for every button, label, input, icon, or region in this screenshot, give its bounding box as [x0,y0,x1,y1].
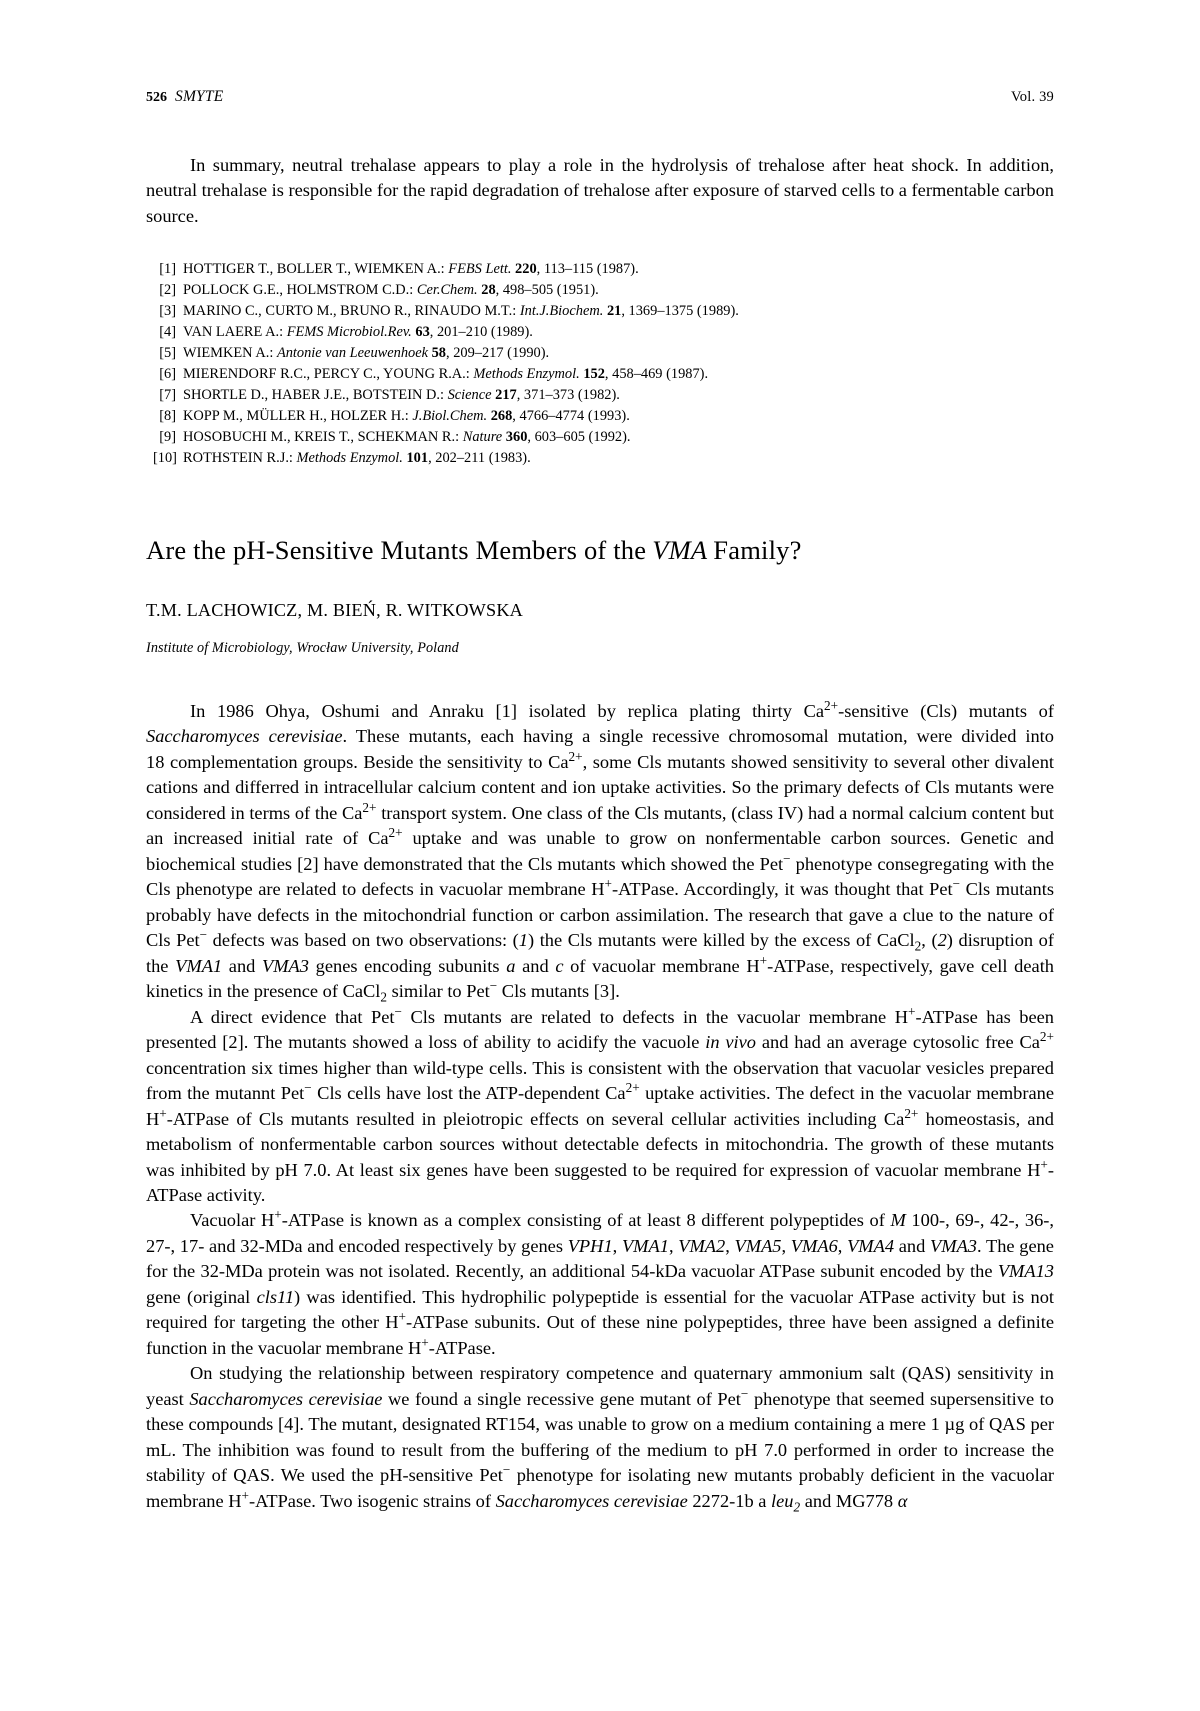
reference-rest: , 498–505 (1951). [495,282,599,299]
reference-source: FEMS Microbiol.Rev. [286,324,412,341]
reference-number: [5] [159,345,176,362]
reference-volume: 152 [583,366,605,383]
reference-text [183,301,1054,322]
reference-item [153,280,1054,301]
running-head-left [146,88,223,106]
reference-item [153,301,1054,322]
reference-authors: MIERENDORF R.C., PERCY C., YOUNG R.A.: [183,366,470,383]
reference-number: [7] [159,387,176,404]
reference-number: [3] [159,303,176,320]
reference-authors: ROTHSTEIN R.J.: [183,450,293,467]
article-paragraph: Vacuolar H+-ATPase is known as a complex consisting of at least 8 different polypeptides of M 100-, 69-, 42-, 36-, 27-, 17- and 32-MDa and encoded respectively by genes VPH1, VMA1, VMA2, VMA5, VMA6, VMA4 and VMA3. The gene for the 32-MDa protein was not isolated. Recently, an additional 54-kDa vacuolar ATPase subunit encoded by the VMA13 gene (original cls11) was identified. This hydrophilic polypeptide is essential for the vacuolar ATPase activity but is not required for targeting the other H+-ATPase subunits. Out of these nine polypeptides, three have been assigned a definite function in the vacuolar membrane H+-ATPase. [146,1207,1054,1358]
summary-paragraph: In summary, neutral trehalase appears to play a role in the hydrolysis of trehalose after heat shock. In addition, neutral trehalase is responsible for the rapid degradation of trehalose after exposure of starved cells to a fermentable carbon source. [146,155,1054,226]
reference-volume: 268 [490,408,513,425]
reference-text [183,259,1054,280]
reference-item [153,385,1054,406]
reference-rest: , 603–605 (1992). [527,429,631,446]
reference-source: Antonie van Leeuwenhoek [276,345,428,362]
article-title-part2: Family? [713,534,802,565]
reference-rest: , 201–210 (1989). [429,324,533,341]
reference-number: [6] [159,366,176,383]
reference-number: [1] [159,261,176,278]
reference-item [153,322,1054,343]
previous-article-summary [146,153,1054,229]
reference-rest: , 458–469 (1987). [604,366,709,383]
reference-rest: , 4766–4774 (1993). [512,408,630,425]
reference-text [183,427,1054,448]
reference-volume: 58 [431,345,446,362]
reference-volume: 28 [481,282,496,299]
journal-name: SMYTE [175,88,224,105]
reference-authors: MARINO C., CURTO M., BRUNO R., RINAUDO M.T.: [183,303,517,320]
reference-text [183,322,1054,343]
reference-text [183,406,1054,427]
reference-source: FEBS Lett. [448,261,512,278]
reference-item [153,427,1054,448]
reference-item [153,406,1054,427]
reference-text [183,364,1054,385]
reference-text [183,280,1054,301]
page-number: 526 [146,90,167,105]
reference-rest: , 209–217 (1990). [446,345,550,362]
reference-volume: 101 [406,450,429,467]
reference-authors: WIEMKEN A.: [183,345,274,362]
reference-list [153,259,1054,469]
reference-source: Methods Enzymol. [473,366,580,383]
article-title [146,535,1054,567]
reference-number: [8] [159,408,176,425]
reference-source: Methods Enzymol. [296,450,403,467]
reference-authors: HOTTIGER T., BOLLER T., WIEMKEN A.: [183,261,445,278]
reference-volume: 220 [515,261,537,278]
article-affiliation: Institute of Microbiology, Wrocław University, Poland [146,639,459,656]
reference-source: Science [447,387,492,404]
reference-number: [9] [159,429,176,446]
reference-item [153,259,1054,280]
article-title-part1: Are the pH-Sensitive Mutants Members of the [146,534,647,565]
reference-authors: HOSOBUCHI M., KREIS T., SCHEKMAN R.: [183,429,460,446]
reference-text [183,385,1054,406]
reference-rest: , 113–115 (1987). [536,261,639,278]
reference-volume: 217 [495,387,517,404]
article-body [146,699,1054,1515]
article-paragraph: In 1986 Ohya, Oshumi and Anraku [1] isolated by replica plating thirty $Ca^{2+}$-sensitive (Cls) mutants of Saccharomyces cerevisiae. These mutants, each having a single recessive chromosomal mutation, were divided into 18 complementation groups. Beside the sensitivity to $Ca^{2+}$, some Cls mutants showed sensitivity to several other divalent cations and differred in intracellular calcium content and ion uptake activities. So the primary defects of Cls mutants were considered in terms of the $Ca^{2+}$ transport system. One class of the Cls mutants, (class IV) had a normal calcium content but an increased initial rate of $Ca^{2+}$ uptake and was unable to grow on nonfermentable carbon sources. Genetic and biochemical studies [2] have demonstrated that the Cls mutants which showed the Pet− phenotype consegregating with the Cls phenotype are related to defects in vacuolar membrane H+-ATPase. Accordingly, it was thought that Pet− Cls mutants probably have defects in the mitochondrial function or carbon assimilation. The research that gave a clue to the nature of Cls Pet− defects was based on two observations: (1) the Cls mutants were killed by the excess of CaCl$_2$, (2) disruption of the VMA1 and VMA3 genes encoding subunits a and c of vacuolar membrane H+-ATPase, respectively, gave cell death kinetics in the presence of CaCl$_2$ similar to Pet− Cls mutants [3]. [146,697,1055,1005]
article-authors: T.M. LACHOWICZ, M. BIEŃ, R. WITKOWSKA [146,599,524,620]
article-title-gene: VMA [652,534,708,565]
reference-item [153,448,1054,469]
article-paragraph: On studying the relationship between respiratory competence and quaternary ammonium salt (QAS) sensitivity in yeast Saccharomyces cerevisiae we found a single recessive gene mutant of Pet− phenotype that seemed supersensitive to these compounds [4]. The mutant, designated RT154, was unable to grow on a medium containing a mere 1 µg of QAS per mL. The inhibition was found to result from the buffering of the medium to pH 7.0 performed in order to increase the stability of QAS. We used the pH-sensitive Pet− phenotype for isolating new mutants probably deficient in the vacuolar membrane H+-ATPase. Two isogenic strains of Saccharomyces cerevisiae 2272-1b a leu$_2$ and MG778 α [146,1363,1054,1515]
reference-text [183,343,1054,364]
reference-volume: 360 [505,429,528,446]
reference-rest: , 371–373 (1982). [516,387,620,404]
reference-authors: KOPP M., MÜLLER H., HOLZER H.: [183,408,409,425]
reference-number: [2] [159,282,176,299]
reference-authors: POLLOCK G.E., HOLMSTROM C.D.: [183,282,414,299]
article-paragraph: A direct evidence that Pet− Cls mutants are related to defects in the vacuolar membrane H+-ATPase has been presented [2]. The mutants showed a loss of ability to acidify the vacuole in vivo and had an average cytosolic free $Ca^{2+}$ concentration six times higher than wild-type cells. This is consistent with the observation that vacuolar vesicles prepared from the mutannt Pet− Cls cells have lost the ATP-dependent $Ca^{2+}$ uptake activities. The defect in the vacuolar membrane H+-ATPase of Cls mutants resulted in pleiotropic effects on several cellular activities including $Ca^{2+}$ homeostasis, and metabolism of nonfermentable carbon sources without detectable defects in mitochondria. The growth of these mutants was inhibited by pH 7.0. At least six genes have been suggested to be required for expression of vacuolar membrane H+-ATPase activity. [146,1003,1054,1205]
reference-volume: 63 [415,324,430,341]
reference-number: [10] [153,450,177,467]
reference-item [153,364,1054,385]
reference-rest: , 1369–1375 (1989). [621,303,739,320]
reference-authors: SHORTLE D., HABER J.E., BOTSTEIN D.: [183,387,444,404]
page-content [146,88,1054,1514]
volume-label: Vol. 39 [1010,89,1054,105]
reference-source: J.Biol.Chem. [412,408,488,425]
reference-text [183,448,1054,469]
reference-source: Cer.Chem. [416,282,478,299]
reference-rest: , 202–211 (1983). [428,450,531,467]
reference-volume: 21 [606,303,622,320]
reference-item [153,343,1054,364]
reference-source: Int.J.Biochem. [519,303,604,320]
reference-source: Nature [462,429,503,446]
reference-authors: VAN LAERE A.: [183,324,284,341]
reference-number: [4] [159,324,176,341]
running-head [146,88,1054,106]
